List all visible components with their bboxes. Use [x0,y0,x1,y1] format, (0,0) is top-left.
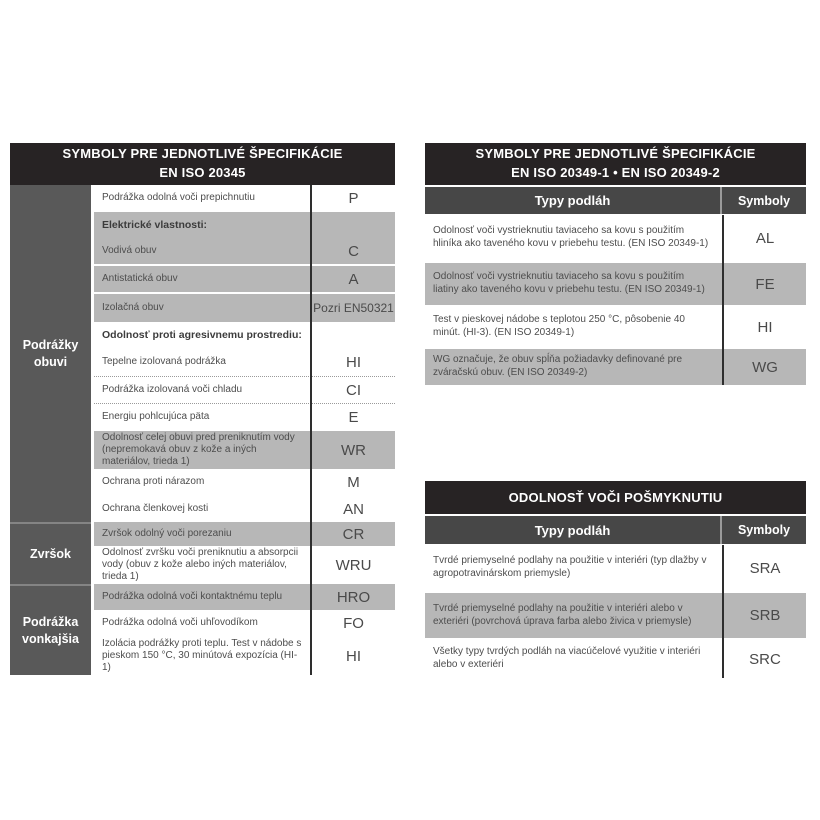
spec-symbol: WRU [335,556,372,574]
column-header-row [425,187,806,214]
spec-symbol: HI [346,647,361,665]
spec-symbol: FO [343,615,364,632]
table-row [94,404,395,431]
en-iso-20349-table [425,143,806,385]
spec-description: Odolnosť voči vystrieknutiu taviaceho sa kovu s použitím liatiny ako taveného kovu v priebehu testu. (EN ISO 20349-1) [433,271,705,295]
table-title [425,481,806,514]
spec-symbol: C [348,242,359,260]
table-row [94,212,395,238]
spec-symbol: CR [342,525,365,543]
spec-description: Tvrdé priemyselné podlahy na použitie v interiéri (typ dlažby v agropotravinárskom priemysle) [433,555,707,579]
table-body [10,185,395,675]
spec-description: Tepelne izolovaná podrážka [102,356,226,368]
column-divider [722,545,724,678]
spec-symbol: HRO [336,588,371,606]
table-row [94,496,395,522]
spec-description: Podrážka odolná voči uhľovodíkom [102,617,258,629]
table-row [425,307,806,347]
spec-description: Antistatická obuv [102,272,178,284]
spec-description: Test v pieskovej nádobe s teplotou 250 °C, pôsobenie 40 minút. (HI-3). (EN ISO 20349-1) [433,314,685,338]
spec-description: Tvrdé priemyselné podlahy na použitie v interiéri alebo v exteriéri (povrchová úprava farba alebo živica v priemysle) [433,602,692,627]
column-header-row [425,516,806,544]
table-title-line1: ODOLNOSŤ VOČI POŠMYKNUTIU [508,490,723,505]
spec-symbol: M [347,474,360,491]
group-label-podrazky-obuvi: Podrážky obuvi [22,338,79,369]
spec-symbol: A [348,270,359,288]
spec-symbol: AN [343,500,364,518]
table-row [94,637,395,675]
column-header-symboly: Symboly [737,193,791,208]
table-row [94,377,395,404]
spec-rows [94,185,395,675]
slip-resistance-table [425,481,806,678]
table-title-line2: EN ISO 20345 [159,165,246,180]
spec-description: Izolácia podrážky proti teplu. Test v nádobe s pieskom 150 °C, 30 minútová expozícia (HI-1) [102,637,302,674]
table-row [425,215,806,261]
spec-symbol: E [348,409,359,426]
spec-description: Podrážka odolná voči prepichnutiu [102,192,255,204]
table-row [94,185,395,212]
spec-description: WG označuje, že obuv spĺňa požiadavky definované pre zváračskú obuv. (EN ISO 20349-2) [433,354,683,378]
table-title [425,143,806,185]
table-row [425,349,806,385]
spec-symbol: CI [346,381,361,399]
table-row [94,238,395,266]
column-header-typy-podlah: Typy podláh [425,187,722,214]
spec-description: Podrážka izolovaná voči chladu [102,383,243,395]
spec-description: Všetky typy tvrdých podláh na viacúčelové využitie v interiéri alebo v exteriéri [433,646,701,670]
spec-description: Energiu pohlcujúca päta [102,411,210,423]
table-row [94,469,395,496]
spec-symbol: SRA [749,559,781,577]
group-label-zvrsok: Zvršok [10,522,91,584]
spec-description: Odolnosť zvršku voči preniknutiu a absorpcii vody (obuv z kože alebo iných materiálov, trieda 1) [102,546,299,583]
table-title [10,143,395,185]
table-row [425,545,806,591]
table-row [94,431,395,469]
table-row [94,584,395,610]
spec-symbol: FE [755,275,775,293]
spec-description: Izolačná obuv [102,301,164,313]
table-title-line1: SYMBOLY PRE JEDNOTLIVÉ ŠPECIFIKÁCIE [62,146,343,162]
en-iso-20345-table [10,143,395,675]
table-row [94,610,395,637]
spec-symbol [310,212,395,238]
table-row [94,522,395,546]
spec-description: Vodivá obuv [102,244,157,256]
spec-symbol: HI [346,354,361,371]
spec-symbol: WG [752,358,778,376]
spec-symbol: SRC [749,650,781,668]
table-row [94,266,395,294]
spec-description: Ochrana proti nárazom [102,476,205,488]
table-row [425,263,806,305]
column-divider [310,185,312,675]
spec-section-heading: Elektrické vlastnosti: [102,218,208,231]
spec-rows [425,545,806,678]
table-row [94,294,395,322]
spec-description: Ochrana členkovej kosti [102,502,209,514]
table-title-line2: EN ISO 20349-1 • EN ISO 20349-2 [511,165,720,180]
group-column [10,185,94,675]
spec-rows [425,215,806,385]
column-header-symboly: Symboly [737,523,791,537]
table-row [425,640,806,678]
spec-description: Odolnosť celej obuvi pred preniknutím vody (nepremokavá obuv z kože a iných materiálov, trieda 1) [102,431,295,468]
column-header-typy-podlah: Typy podláh [425,516,722,544]
spec-description: Odolnosť voči vystrieknutiu taviaceho sa kovu s použitím hliníka ako taveného kovu v priebehu testu. (EN ISO 20349-1) [433,225,709,249]
spec-symbol [310,322,395,349]
spec-symbol: HI [757,318,773,336]
column-divider [722,215,724,385]
table-title-line1: SYMBOLY PRE JEDNOTLIVÉ ŠPECIFIKÁCIE [475,146,756,162]
table-row [94,322,395,349]
group-label-podrazka-vonkajsia: Podrážka vonkajšia [10,584,91,675]
spec-symbol: AL [755,229,775,247]
spec-description: Podrážka odolná voči kontaktnému teplu [102,590,283,602]
table-row [425,593,806,638]
spec-symbol: SRB [749,607,781,624]
spec-symbol: Pozri EN50321 [313,301,394,315]
table-row [94,546,395,584]
spec-symbol: WR [341,441,366,459]
table-row [94,349,395,377]
spec-symbol: P [348,190,359,207]
spec-section-heading: Odolnosť proti agresivnemu prostrediu: [102,329,302,342]
spec-description: Zvršok odolný voči porezaniu [102,527,232,539]
